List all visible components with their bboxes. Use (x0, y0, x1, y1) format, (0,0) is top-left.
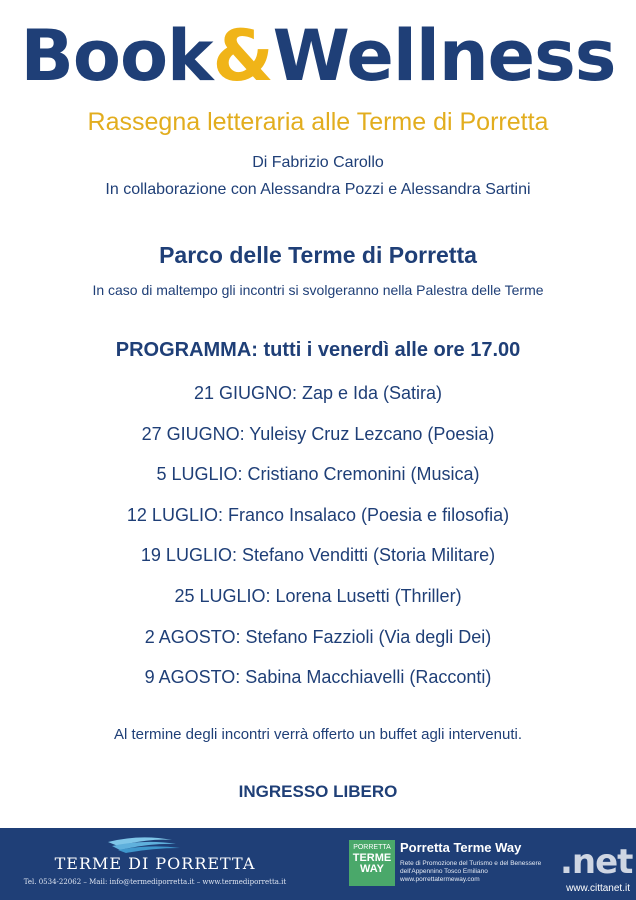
badge-terme: TERME (352, 852, 392, 864)
terme-contacts: Tel. 0534-22062 – Mail: info@termediporretta.it – www.termediporretta.it (23, 878, 287, 886)
porretta-terme-way-description (400, 860, 550, 884)
title-wellness: Wellness (272, 15, 616, 97)
program-event: 21 GIUGNO: Zap e Ida (Satira) (193, 383, 443, 403)
sponsor-footer (0, 828, 636, 900)
badge-way: WAY (359, 863, 385, 875)
weather-note: In caso di maltempo gli incontri si svolgeranno nella Palestra delle Terme (92, 282, 544, 298)
badge-porretta: PORRETTA (353, 844, 391, 851)
program-heading: PROGRAMMA: tutti i venerdì alle ore 17.00 (115, 339, 521, 361)
program-event: 27 GIUGNO: Yuleisy Cruz Lezcano (Poesia) (141, 424, 495, 444)
author-line: Di Fabrizio Carollo (252, 154, 384, 171)
collaboration-line: In collaborazione con Alessandra Pozzi e Alessandra Sartini (105, 181, 531, 198)
terme-di-porretta-logo (0, 828, 330, 900)
porretta-terme-way-title: Porretta Terme Way (400, 840, 522, 855)
program-event: 12 LUGLIO: Franco Insalaco (Poesia e filosofia) (126, 505, 510, 525)
event-subtitle: Rassegna letteraria alle Terme di Porretta (87, 108, 549, 136)
ptw-desc-line: Rete di Promozione del Turismo e del Benessere (400, 860, 542, 867)
buffet-note: Al termine degli incontri verrà offerto un buffet agli intervenuti. (113, 726, 522, 743)
ptw-desc-line: dell'Appennino Tosco Emiliano (400, 868, 488, 875)
title-ampersand: & (212, 15, 273, 97)
program-event: 2 AGOSTO: Stefano Fazzioli (Via degli Dei) (144, 627, 492, 647)
event-title (0, 14, 636, 98)
cittanet-logo: .net (560, 842, 633, 882)
program-event: 25 LUGLIO: Lorena Lusetti (Thriller) (174, 586, 462, 606)
program-event: 19 LUGLIO: Stefano Venditti (Storia Militare) (140, 545, 496, 565)
free-entry-label: INGRESSO LIBERO (238, 782, 398, 801)
program-event: 9 AGOSTO: Sabina Macchiavelli (Racconti) (144, 667, 492, 687)
terme-name: TERME DI PORRETTA (54, 854, 256, 873)
ptw-desc-url: www.porrettatermeway.com (400, 876, 480, 883)
title-book: Book (20, 15, 213, 97)
porretta-terme-way-badge (349, 840, 395, 886)
program-event: 5 LUGLIO: Cristiano Cremonini (Musica) (156, 464, 480, 484)
venue-name: Parco delle Terme di Porretta (159, 242, 477, 268)
cittanet-url: www.cittanet.it (566, 883, 630, 894)
